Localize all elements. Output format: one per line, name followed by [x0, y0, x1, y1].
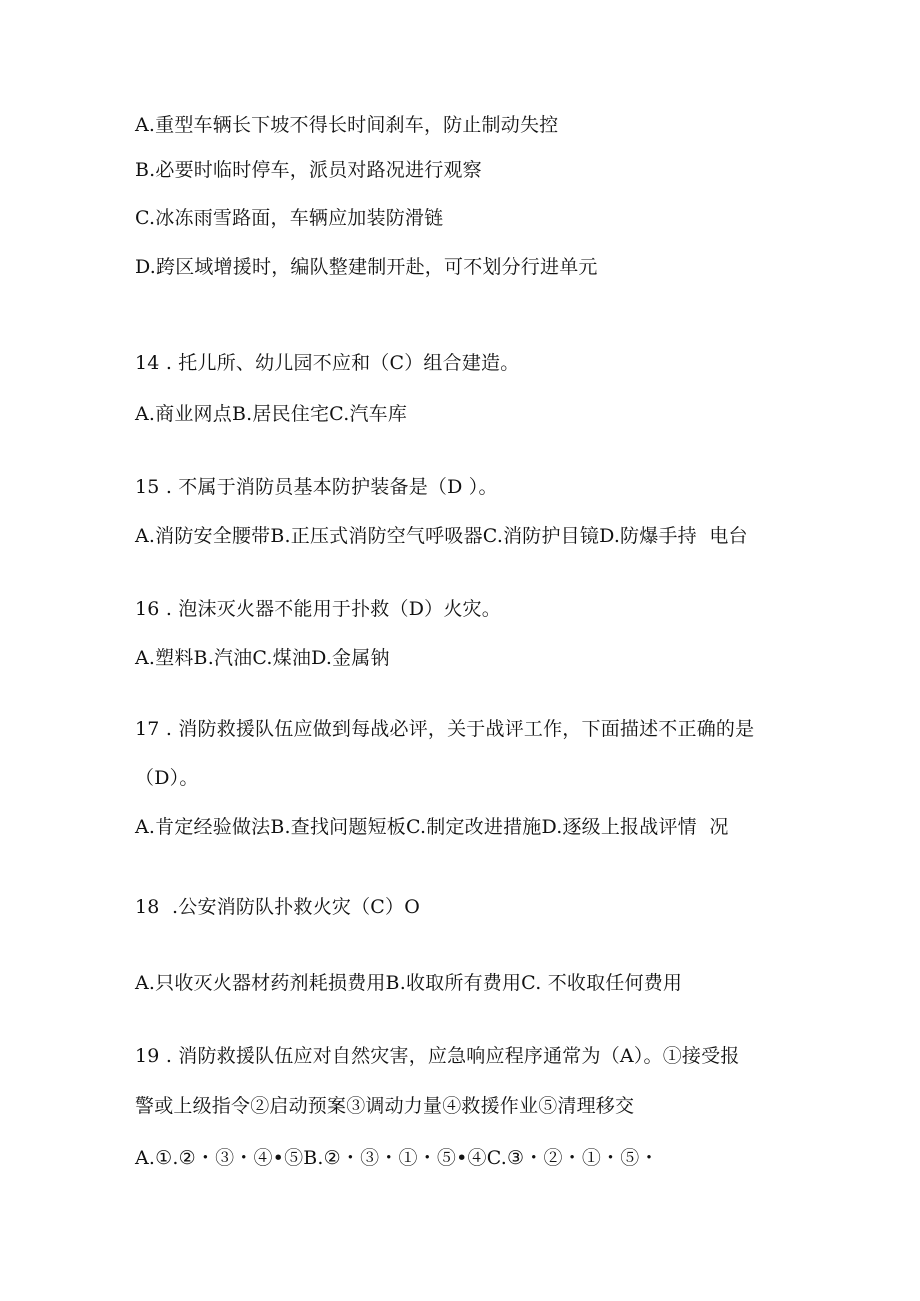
question-17-continuation: （D）。	[135, 767, 199, 789]
question-19: 19 . 消防救援队伍应对自然灾害，应急响应程序通常为（A）。①接受报	[135, 1045, 740, 1067]
option-line: A.重型车辆长下坡不得长时间刹车，防止制动失控	[135, 114, 559, 136]
question-16: 16 . 泡沫灭火器不能用于扑救（D）火灾。	[135, 598, 501, 620]
option-line: C.冰冻雨雪路面，车辆应加装防滑链	[135, 207, 444, 229]
option-line: B.必要时临时停车，派员对路况进行观察	[135, 159, 482, 181]
question-14-options: A.商业网点B.居民住宅C.汽车库	[135, 403, 408, 425]
question-15: 15 . 不属于消防员基本防护装备是（D ）。	[135, 476, 498, 498]
question-14: 14 . 托儿所、幼儿园不应和（C）组合建造。	[135, 352, 520, 374]
option-line: D.跨区域增援时，编队整建制开赴，可不划分行进单元	[135, 256, 598, 278]
question-15-options: A.消防安全腰带B.正压式消防空气呼吸器C.消防护目镜D.防爆手持 电台	[135, 525, 748, 547]
question-18-options: A.只收灭火器材药剂耗损费用B.收取所有费用C. 不收取任何费用	[135, 972, 683, 994]
question-18: 18 .公安消防队扑救火灾（C）O	[135, 896, 421, 918]
question-19-continuation: 警或上级指令②启动预案③调动力量④救援作业⑤清理移交	[135, 1095, 635, 1117]
question-19-options: A.①.②・③・④•⑤B.②・③・①・⑤•④C.③・②・①・⑤・	[135, 1147, 659, 1169]
question-16-options: A.塑料B.汽油C.煤油D.金属钠	[135, 647, 390, 669]
question-17-options: A.肯定经验做法B.查找问题短板C.制定改进措施D.逐级上报战评情 况	[135, 816, 729, 838]
question-17: 17 . 消防救援队伍应做到每战必评，关于战评工作，下面描述不正确的是	[135, 718, 755, 740]
